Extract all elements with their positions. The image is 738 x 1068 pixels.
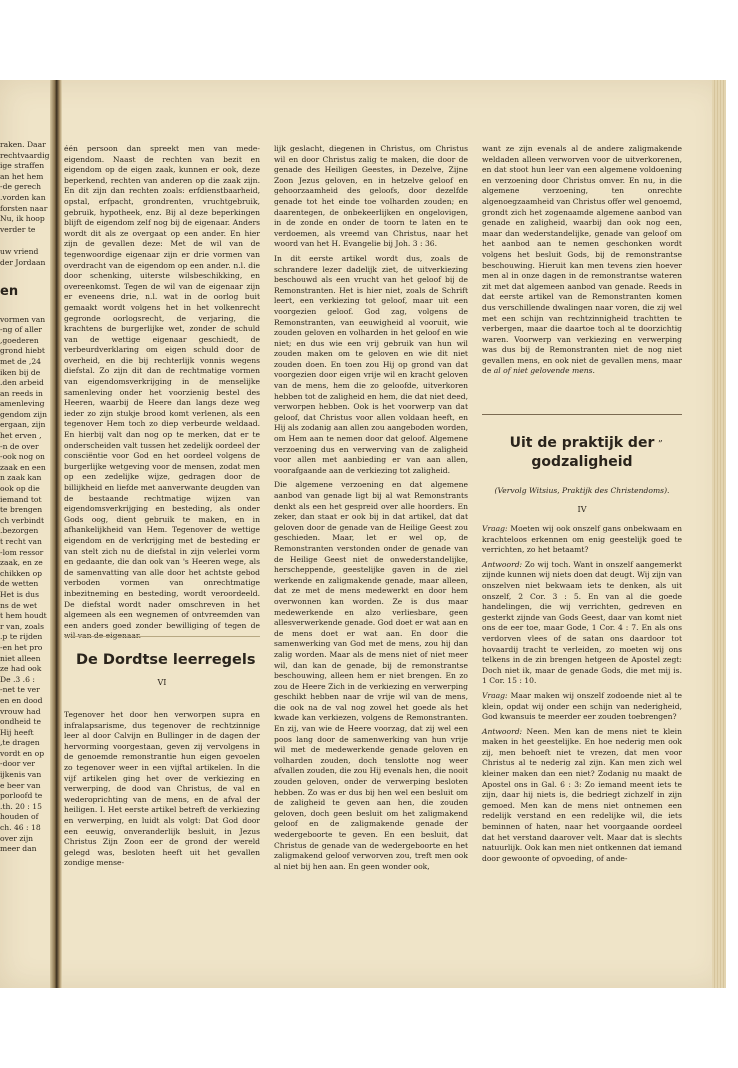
- col-c-emphasis: al of niet gelovende mens.: [493, 366, 595, 376]
- fragment-line: vorden kan.: [0, 192, 46, 202]
- fragment-line: niet alleen: [0, 653, 41, 663]
- fragment-line: bezorgen.: [0, 526, 39, 536]
- praktijk-heading: Uit de praktijk der godzaligheid: [509, 435, 655, 470]
- fragment-line: den arbeid.: [0, 378, 44, 388]
- fragment-line: ondheid te: [0, 717, 41, 727]
- fragment-line: ch verbindt: [0, 515, 45, 525]
- col-b-paragraph-2: In dit eerste artikel wordt dus, zoals de schrandere lezer dadelijk ziet, de uitverkiezing beschouwd als een vrucht van het geloof bij de Remonstranten. Het is hier niet, zoals de Schrift leert, een verkiezing tot geloof, maar uit een voorgezien geloof. God zag, volgens de Remonstranten, van eeuwigheid al vooruit, wie zouden geloven en volharden in het geloof en wie niet; en dus wie een vrij gebruik van hun wil zouden maken om te geloven en wie dit niet zouden doen. En toen zou Hij op grond van dat voorgezien door eigen vrije wil en kracht geloven van de mens, hem die zo geloofde, uitverkoren hebben tot de zaligheid en hem, die dat niet deed, verworpen hebben. Ook is het voorwerp van dat geloof, dat Christus voor allen voldaan heeft, en Hij als zodanig aan allen zou aangeboden worden, om Hem aan te nemen door dat geloof. Algemene verzoening dus en verwerving van de zaligheid voor allen met aanbieding er van aan allen, voorafgaande aan de verkiezing tot zaligheid.: [274, 253, 468, 475]
- quote-mark: ”: [658, 440, 663, 450]
- fragment-line: porloofd te: [0, 791, 43, 801]
- fragment-line: e beer van: [0, 780, 41, 790]
- fragment-line: meer dan: [0, 844, 37, 854]
- answer-1: Antwoord: Zo wij toch. Want in onszelf aangemerkt zijnde kunnen wij niets doen dat deugt. Wij zijn van onszelven niet bekwaam iets te denken, als uit onszelf, 2 Cor. 3 : 5. En van al die goede handelingen, die wij verrichten, gedreven en gesterkt zijnde van Gods Geest, daar van komt niet ons de eer toe, maar Gode, 1 Cor. 4 : 7. En als ons verdorven vlees of de satan ons daardoor tot hovaardij tracht te verleiden, zo moeten wij ons telkens in de zin brengen hetgeen de Apostel zegt: Doch niet ik, maar de genade Gods, die met mij is. 1 Cor. 15 : 10.: [482, 559, 682, 686]
- fragment-line: raken. Daar: [0, 140, 46, 149]
- fragment-line: de wetten: [0, 579, 39, 589]
- fragment-line: 24, met de: [0, 356, 42, 366]
- fragment-line: Hij heeft: [0, 727, 34, 737]
- fragment-line: Het is dus: [0, 589, 39, 599]
- dordtse-heading: De Dordtse leerregels: [76, 652, 256, 668]
- fragment-line: Nu, ik hoop: [0, 214, 45, 224]
- fragment-line: zaak en een: [0, 462, 46, 472]
- page-edge: [712, 80, 726, 988]
- fragment-line: , het erven: [0, 431, 42, 441]
- fragment-line: p te rijden.: [0, 632, 43, 642]
- section-divider: [482, 414, 682, 415]
- fragment-line: door ver-: [0, 759, 36, 769]
- question-2: Vraag: Maar maken wij onszelf zodoende niet al te klein, opdat wij onder een schijn van nederigheid, God kwansuis te meerder eer zouden toebrengen?: [482, 690, 682, 722]
- fragment-line: zaak, en ze: [0, 558, 43, 568]
- fragment-heading: en: [0, 283, 19, 299]
- fragment-line: ch. 46 : 18: [0, 823, 41, 833]
- fragment-line: an reeds in: [0, 388, 43, 398]
- fragment-line: ergaan, zijn: [0, 420, 46, 430]
- fragment-line: chikken op: [0, 568, 43, 578]
- fragment-line: over zijn: [0, 833, 34, 843]
- fragment-line: te brengen: [0, 505, 43, 515]
- fragment-line: iemand tot: [0, 494, 42, 504]
- fragment-line: amenleving: [0, 399, 45, 409]
- fragment-line: ijkenis van: [0, 770, 42, 780]
- book-gutter: [50, 80, 62, 988]
- fragment-line: forsten naar: [0, 203, 48, 213]
- left-fragment-column: [0, 140, 50, 855]
- column-divider: [64, 636, 260, 637]
- praktijk-numeral: IV: [577, 505, 587, 514]
- fragment-line: ze had ook: [0, 664, 42, 674]
- fragment-line: der Jordaan: [0, 257, 46, 267]
- dordtse-numeral: VI: [157, 678, 167, 687]
- fragment-line: de gerech-: [0, 182, 41, 192]
- fragment-line: goederen,: [0, 335, 39, 345]
- fragment-line: iken bij de: [0, 367, 41, 377]
- answer-2: Antwoord: Neen. Men kan de mens niet te klein maken in het geestelijke. En hoe nederig men ook zij, men behoeft niet te vrezen, dat men voor Christus al te nederig zal zijn. Kan men zich wel kleiner maken dan een niet? Zodanig nu maakt de Apostel ons in Gal. 6 : 3: Zo iemand meent iets te zijn, daar hij niets is, die bedriegt zichzelf in zijn gemoed. Men kan de mens niet ontnemen een redelijk verstand en een redelijke wil, die iets beminnen of haten, naar het voorgaande oordeel dat het verstand daarover velt. Maar dat is slechts natuurlijk. Ook kan men niet ontkennen dat iemand door gewoonte of opvoeding, of ande-: [482, 726, 682, 863]
- fragment-line: uw vriend: [0, 247, 39, 257]
- fragment-line: ook nog on-: [0, 452, 45, 462]
- praktijk-body: [482, 524, 682, 914]
- fragment-line: ng of aller-: [0, 325, 43, 335]
- fragment-line: net te ver-: [0, 685, 40, 695]
- article-column-b: [274, 144, 468, 924]
- fragment-line: t recht van: [0, 537, 42, 546]
- fragment-line: grond hiebt: [0, 346, 45, 356]
- fragment-line: n de over-: [0, 441, 39, 451]
- fragment-line: en het pro-: [0, 642, 43, 652]
- article-column-a: [64, 144, 260, 630]
- fragment-line: houden of: [0, 812, 39, 822]
- dordtse-text: Tegenover het door hen verworpen supra en infralapsarisme, dus tegenover de rechtzinnige leer al door Calvijn en Bullinger in de dagen der hervorming voorgestaan, geven zij vervolgens in de genoemde remonstrantie hun eigen gevoelen zo tegenover weer in een vijftal artikelen. In die vijf artikelen ging het over de verkiezing en verwerping, de dood van Christus, de val en wederoprichting van de mens, en de afval der heiligen. I. Het eerste artikel betreft de verkiezing en verwerping, en luidt als volgt: Dat God door een eeuwig, onveranderlijk besluit, in Jezus Christus Zijn Zoon eer de grond der wereld gelegd was, besloten heeft uit het gevallen zondige mense-: [64, 710, 260, 868]
- fragment-line: gendom zijn: [0, 409, 47, 419]
- fragment-line: ns de wet: [0, 600, 38, 610]
- fragment-line: vrouw had: [0, 706, 41, 716]
- fragment-line: vormen van: [0, 314, 46, 324]
- fragment-line: r van, zoals: [0, 621, 45, 631]
- question-1: Vraag: Moeten wij ook onszelf gans onbekwaam en krachteloos erkennen om enig geestelijk goed te verrichten, zo het betaamt?: [482, 524, 682, 555]
- fragment-line: rechtvaardig: [0, 150, 50, 160]
- praktijk-subtitle: (Vervolg Witsius, Praktijk des Christendoms).: [494, 486, 670, 495]
- fragment-line: n zaak kan: [0, 473, 42, 483]
- fragment-line: ige straffen: [0, 161, 45, 171]
- dordtse-body: [64, 710, 260, 930]
- col-b-paragraph-3: Die algemene verzoening en dat algemene aanbod van genade ligt bij al wat Remonstrants denkt als een het gespreid over alle hoorders. En zeker, dan staat er ook bij in dat artikel, dat dat geloven door de genade van de Heilige Geest zou geschieden. Maar, let er wel op, de Remonstranten verstonden onder de genade van de Heilige Geest niet de onwederstandelijke, herscheppende, geestelijke gaven in de ziel werkende en zaligmakende genade, maar alleen, dat ze met de mens medewerkt en door hem overwonnen kan worden. Ze is dus maar medewerkende en alzo verliesbare, geen allesverwerkende genade. God doet er wat aan en de mens doet er wat aan. En door die samenwerking van God met de mens, zou hij dan zalig worden. Maar als de mens niet of niet meer wil, dan kan de genade, bij de remonstrantse beschouwing, alleen hem er niet brengen. En zo zou de Heere Zich in de verkiezing en verwerping geschikt hebben naar de vrije wil van de mens, die ook na de val nog zowel het goede als het kwade kan verkiezen, volgens de Remonstranten. En zij, van wie de Heere voorzag, dat zij wel een poos lang door de samenwerking van hun vrije wil met de medewerkende genade geloven en volharden zouden, doch tenslotte nog weer afvallen zouden, die zou Hij evenals hen, die nooit zouden geloven, onder de verwerping besloten hebben. Zo was er dus bij hen wel een besluit om de zaligheid te geven aan hen, die zouden geloven, doch geen besluit om het zaligmakend geloof en de zaligmakende genade der wedergeboorte te geven. En een besluit, dat Christus de genade van de wedergeboorte en het zaligmakend geloof verworven zou, treft men ook al niet bij hen aan. En geen wonder ook,: [274, 480, 468, 871]
- fragment-line: te dragen,: [0, 738, 40, 748]
- fragment-line: th. 20 : 15.: [0, 801, 42, 811]
- fragment-line: t hem houdt: [0, 611, 47, 621]
- article-eigendom-text: één persoon dan spreekt men van mede-eigendom. Naast de rechten van bezit en eigendom op de eigen zaak, kunnen er ook, deze beperkend, rechten van anderen op die zaak zijn. En dit zijn dan rechten zoals: erfdienstbaarheid, opstal, erfpacht, grondrenten, vruchtgebruik, gebruik, hypotheek, enz. Bij al deze beperkingen blijft de eigendom zelf nog bij de eigenaar. Anders wordt dit als ze overgaat op een ander. En hier zijn de gevallen deze: Met de wil van de tegenwoordige eigenaar zijn er drie vormen van overdracht van de eigendom op een ander. n.l. die door schenking, uiterste wilsbeschikking, en overeenkomst. Tegen de wil van de eigenaar zijn er eveneens drie, n.l. wat in de oorlog buit gemaakt wordt volgens het in het volkenrecht gegronde oorlogsrecht, de verjaring, die krachtens de burgerlijke wet, zonder de schuld van de wettige eigenaar geschiedt, de verbeurdverklaring om eigen schuld door de overheid, en die bij rechterlijk vonnis wegens diefstal. Zo zijn dit dan de rechtmatige vormen van eigendomsverkrijging in de menselijke samenleving onder het voorzienig bestel des Heeren, waarbij de Heere dan langs deze weg ieder zo zijn stukje brood komt verlenen, als een tegenover Hem toch zo diep verbeurde weldaad. En hierbij valt dan nog op te merken, dat er te onderscheiden valt tussen het zedelijk oordeel der consciëntie voor God en het oordeel volgens de burgerlijke wetgeving voor de mensen, zodat men op een zedelijke wijze, gedragen door de billijkheid en liefde met aanverwante deugden van de bestaande rechtmatige wijzen van eigendomsverkrijging en besteding, als onder Gods oog, dient gebruik te maken, en in afhankelijkheid van Hem. Tegenover de wettige eigendom en de verkrijging met de besteding er van stelt zich nu de diefstal in zijn velerlei vorm en gedaante, die dan ook van 's Heeren wege, als de samenvatting van alle door het achtste gebod verboden vormen van onrechtmatige inbezitneming en besteding, wordt veroordeeld. De diefstal wordt nader omschreven in het algemeen als een wegnemen of ontvreemden van een anders goed zonder bewilliging of tegen de: [64, 144, 260, 630]
- fragment-line: verder te: [0, 224, 36, 234]
- article-column-c: [482, 144, 682, 406]
- fragment-line: lom ressor-: [0, 547, 44, 557]
- col-b-paragraph-1: lijk geslacht, diegenen in Christus, om Christus wil en door Christus zalig te maken, die door de genade des Heiligen Geestes, in Dezelve, Zijne Zoon Jezus geloven, en in hetzelve geloof en gehoorzaamheid des geloofs, door dezelfde genade tot het einde toe volharden zouden; en daarentegen, de onbekeerlijken en ongelovigen, in de zonde en onder de toorn te laten en te verdoemen, als vreemd van Christus, naar het woord van het H. Evangelie bij Joh. 3 : 36.: [274, 144, 468, 249]
- fragment-line: an het hem: [0, 171, 44, 181]
- fragment-line: : 6. 3. De: [0, 674, 35, 684]
- col-c-paragraph-1: want ze zijn evenals al de andere zaligmakende weldaden alleen verworven voor de uitverkorenen, en dat stoot hun leer van een algemene voldoening en verzoening door Christus omver. En nu, in die algemene verzoening, ten onrechte algenoegzaamheid van Christus offer wel genoemd, grondt zich het zogenaamde algemene aanbod van genade en zaligheid, waarbij dan ook nog een, maar dan wederstandelijke, genade van geloof om het aanbod aan te nemen geschonken wordt volgens het besluit Gods, bij de remonstrantse beschouwing. Hieruit kan men tevens zien hoever men al in onze dagen in de remonstrantse wateren zit met dat algemeen aanbod van genade. Reeds in dat eerste artikel van de Remonstranten komen dus verschillende dwalingen naar voren, die zij wel met een schijn van rechtzinnigheid trachtten te verbergen, maar die daartoe toch al te doorzichtig waren. Voorwerp van verkiezing en verwerping was dus bij de Remonstranten niet de nog niet gevallen mens, en ook niet de gevallen mens, maar de al of niet gelovende mens.: [482, 144, 682, 376]
- fragment-line: ook op die: [0, 484, 40, 494]
- fragment-line: vordt en op: [0, 748, 45, 758]
- fragment-line: en en dood: [0, 695, 43, 705]
